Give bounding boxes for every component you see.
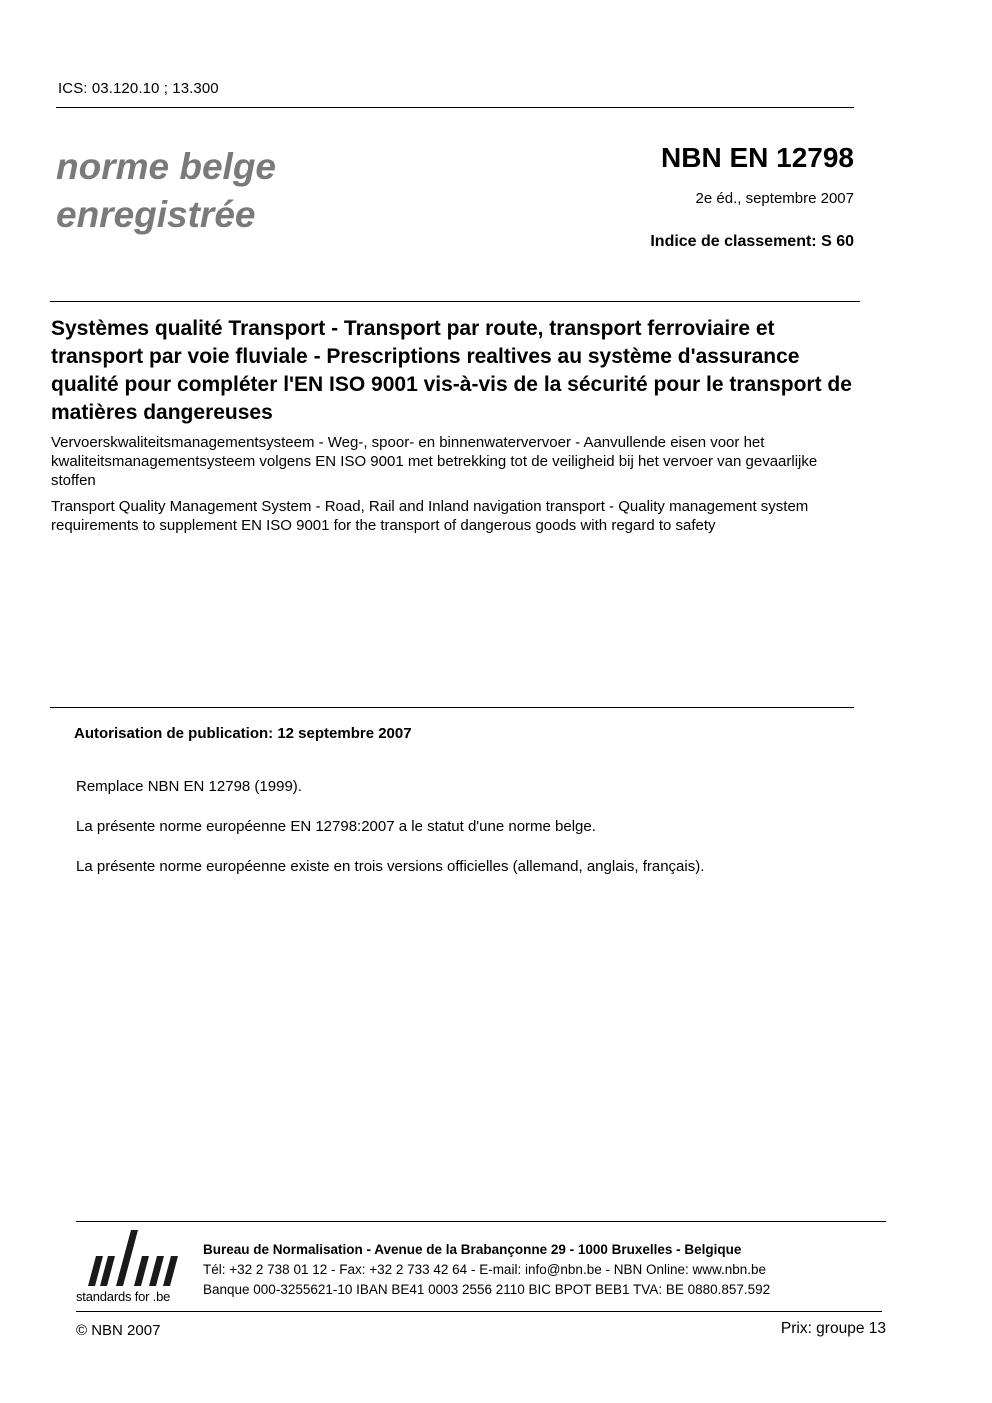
price-group: Prix: groupe 13 bbox=[780, 1320, 886, 1337]
title-rule bbox=[50, 301, 860, 302]
title-english: Transport Quality Management System - Road, Rail and Inland navigation transport - Quality management system requirements to supplement EN ISO 9001 for the transport of dangerous goods with regard to safety bbox=[51, 498, 809, 534]
title-french: Systèmes qualité Transport - Transport par route, transport ferroviaire et transport par voie fluviale - Prescriptions realtives au système d'assurance qualité pour compléter l'EN ISO 9001 vis-à-vis de la sécurité pour le transport de matières dangereuses bbox=[51, 317, 852, 424]
footer-bottom-rule bbox=[76, 1311, 882, 1312]
brand-line-1: norme belge bbox=[56, 146, 276, 187]
publication-remarks bbox=[76, 778, 856, 898]
footer-bank-details: Banque 000-3255621-10 IBAN BE41 0003 2556 2110 BIC BPOT BEB1 TVA: BE 0880.857.592 bbox=[203, 1282, 771, 1297]
edition-date: 2e éd., septembre 2007 bbox=[695, 190, 854, 207]
classification-index: Indice de classement: S 60 bbox=[650, 233, 854, 250]
status-note: La présente norme européenne EN 12798:2007 a le statut d'une norme belge. bbox=[76, 818, 596, 835]
header-rule bbox=[56, 107, 854, 108]
title-dutch: Vervoerskwaliteitsmanagementsysteem - Weg-, spoor- en binnenwatervervoer - Aanvullende eisen voor het kwaliteitsmanagementsysteem volgens EN ISO 9001 met betrekking tot de veiligheid bij het vervoer van gevaarlijke stoffen bbox=[51, 434, 818, 489]
versions-note: La présente norme européenne existe en trois versions officielles (allemand, anglais, français). bbox=[76, 858, 705, 875]
brand-line-2: enregistrée bbox=[56, 194, 256, 235]
replaces-note: Remplace NBN EN 12798 (1999). bbox=[76, 778, 302, 795]
publication-rule bbox=[50, 707, 854, 708]
footer-phone-email: Tél: +32 2 738 01 12 - Fax: +32 2 733 42 64 - E-mail: info@nbn.be - NBN Online: www.nbn.be bbox=[203, 1262, 767, 1277]
publication-authorisation: Autorisation de publication: 12 septembre 2007 bbox=[74, 725, 412, 742]
standard-number: NBN EN 12798 bbox=[661, 142, 854, 173]
footer-top-rule bbox=[76, 1221, 886, 1222]
brand-label bbox=[56, 143, 276, 239]
logo-tagline: standards for .be bbox=[76, 1289, 171, 1304]
copyright: © NBN 2007 bbox=[76, 1322, 161, 1339]
footer-address: Bureau de Normalisation - Avenue de la Brabançonne 29 - 1000 Bruxelles - Belgique bbox=[203, 1242, 742, 1257]
footer-contact bbox=[203, 1240, 770, 1300]
ics-code: ICS: 03.120.10 ; 13.300 bbox=[58, 80, 219, 97]
